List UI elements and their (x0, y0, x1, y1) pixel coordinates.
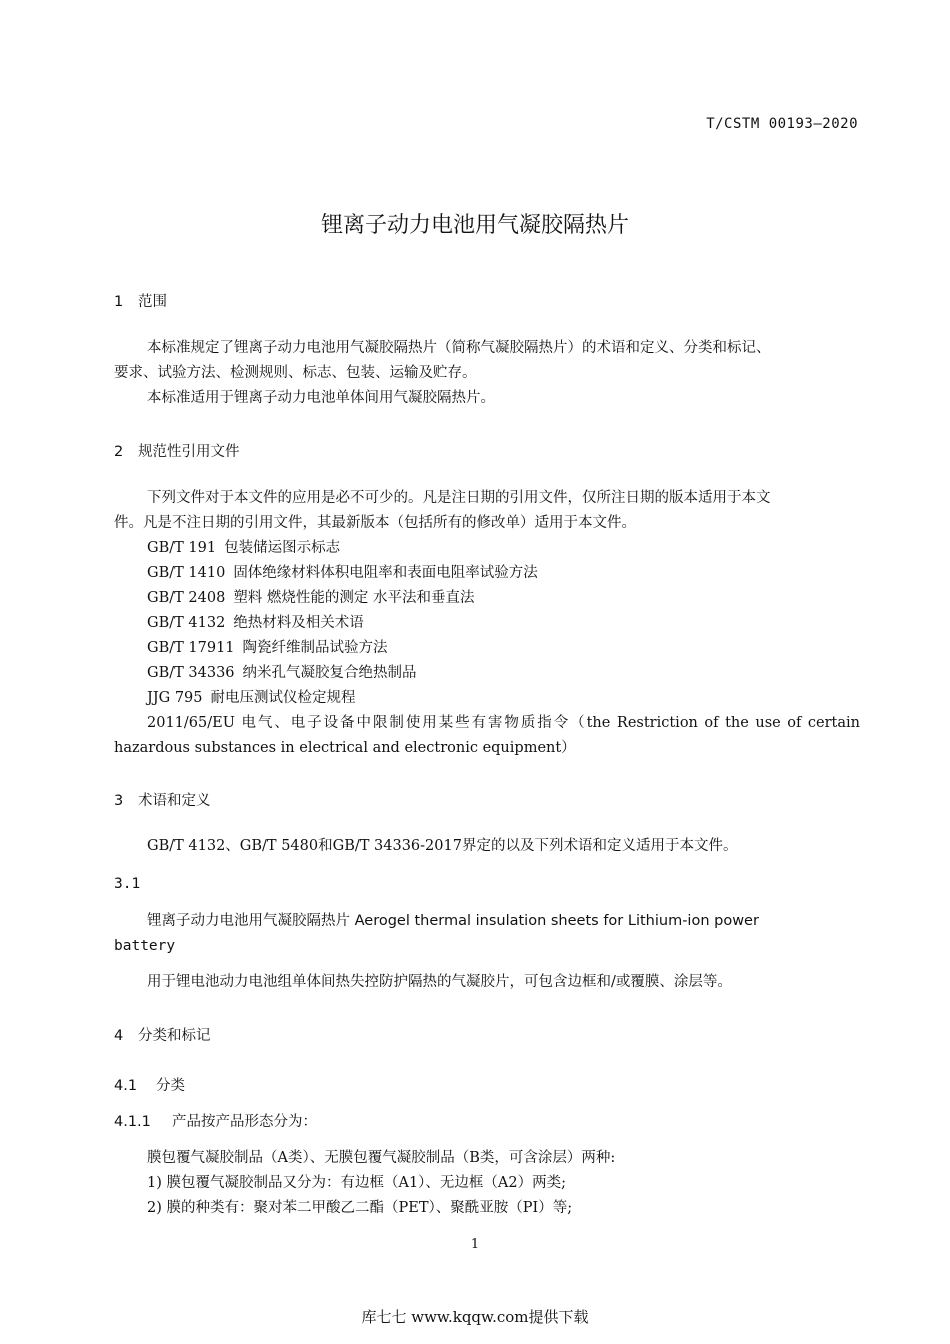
section-3-intro: GB/T 4132、GB/T 5480和GB/T 34336-2017界定的以及下列术语和定义适用于本文件。 (147, 838, 738, 854)
reference-title: 耐电压测试仪检定规程 (210, 690, 356, 706)
reference-title: 塑料 燃烧性能的测定 水平法和垂直法 (233, 590, 475, 606)
term-heading-line1: 锂离子动力电池用气凝胶隔热片 Aerogel thermal insulation sheets for Lithium-ion power (147, 913, 759, 929)
subsection-4-1-1-heading (114, 1110, 317, 1131)
reference-title: 陶瓷纤维制品试验方法 (242, 640, 388, 656)
reference-code: GB/T 2408 (147, 590, 226, 606)
section-1-para2: 本标准适用于锂离子动力电池单体间用气凝胶隔热片。 (147, 390, 495, 406)
section-1-heading (114, 290, 167, 311)
section-2-intro-line1: 下列文件对于本文件的应用是必不可少的。凡是注日期的引用文件，仅所注日期的版本适用于本文 (147, 490, 771, 506)
reference-title: 绝热材料及相关术语 (233, 615, 364, 631)
term-heading-line2: battery (114, 938, 176, 954)
term-number: 3.1 (114, 876, 141, 892)
reference-item (147, 686, 356, 707)
subsection-number: 4.1.1 (114, 1114, 151, 1130)
section-1-para1-line1: 本标准规定了锂离子动力电池用气凝胶隔热片（简称气凝胶隔热片）的术语和定义、分类和标记、 (147, 340, 771, 356)
section-number: 2 (114, 444, 124, 460)
section-3-heading (114, 789, 211, 810)
section-1-para1-line2: 要求、试验方法、检测规则、标志、包装、运输及贮存。 (114, 365, 477, 381)
reference-item (147, 561, 538, 582)
section-number: 3 (114, 793, 124, 809)
subsection-title: 产品按产品形态分为： (172, 1114, 317, 1130)
reference-code: GB/T 17911 (147, 640, 235, 656)
section-title: 分类和标记 (138, 1028, 211, 1044)
page-title: 锂离子动力电池用气凝胶隔热片 (320, 213, 629, 238)
reference-title: 固体绝缘材料体积电阻率和表面电阻率试验方法 (233, 565, 538, 581)
section-number: 4 (114, 1028, 124, 1044)
reference-code: GB/T 1410 (147, 565, 226, 581)
section-2-heading (114, 440, 240, 461)
reference-title: 纳米孔气凝胶复合绝热制品 (242, 665, 417, 681)
section-title: 规范性引用文件 (138, 444, 240, 460)
document-id: T/CSTM 00193—2020 (706, 116, 858, 132)
page-number: 1 (470, 1237, 480, 1252)
classification-line1: 膜包覆气凝胶制品（A类）、无膜包覆气凝胶制品（B类，可含涂层）两种: (147, 1150, 616, 1166)
term-definition: 用于锂电池动力电池组单体间热失控防护隔热的气凝胶片，可包含边框和/或覆膜、涂层等。 (147, 974, 732, 990)
eu-directive-line1: 2011/65/EU 电气、电子设备中限制使用某些有害物质指令（the Restriction of the use of certain (147, 715, 860, 731)
section-number: 1 (114, 294, 124, 310)
reference-item (147, 611, 364, 632)
section-title: 术语和定义 (138, 793, 211, 809)
subsection-number: 4.1 (114, 1078, 138, 1094)
reference-code: GB/T 191 (147, 540, 217, 556)
reference-item (147, 586, 475, 607)
reference-item (147, 661, 417, 682)
subsection-4-1-heading (114, 1074, 185, 1095)
reference-code: GB/T 4132 (147, 615, 226, 631)
reference-code: JJG 795 (147, 690, 203, 706)
classification-line2: 1) 膜包覆气凝胶制品又分为：有边框（A1）、无边框（A2）两类; (147, 1175, 567, 1191)
reference-item (147, 536, 340, 557)
section-4-heading (114, 1024, 211, 1045)
section-title: 范围 (138, 294, 167, 310)
subsection-title: 分类 (156, 1078, 185, 1094)
eu-directive-line2: hazardous substances in electrical and electronic equipment） (114, 740, 576, 756)
classification-line3: 2) 膜的种类有：聚对苯二甲酸乙二酯（PET）、聚酰亚胺（PI）等; (147, 1200, 573, 1216)
reference-code: GB/T 34336 (147, 665, 235, 681)
reference-title: 包装储运图示标志 (224, 540, 341, 556)
reference-item (147, 636, 388, 657)
section-2-intro-line2: 件。凡是不注日期的引用文件，其最新版本（包括所有的修改单）适用于本文件。 (114, 515, 636, 531)
footer-watermark: 库七七 www.kqqw.com提供下载 (361, 1308, 589, 1326)
